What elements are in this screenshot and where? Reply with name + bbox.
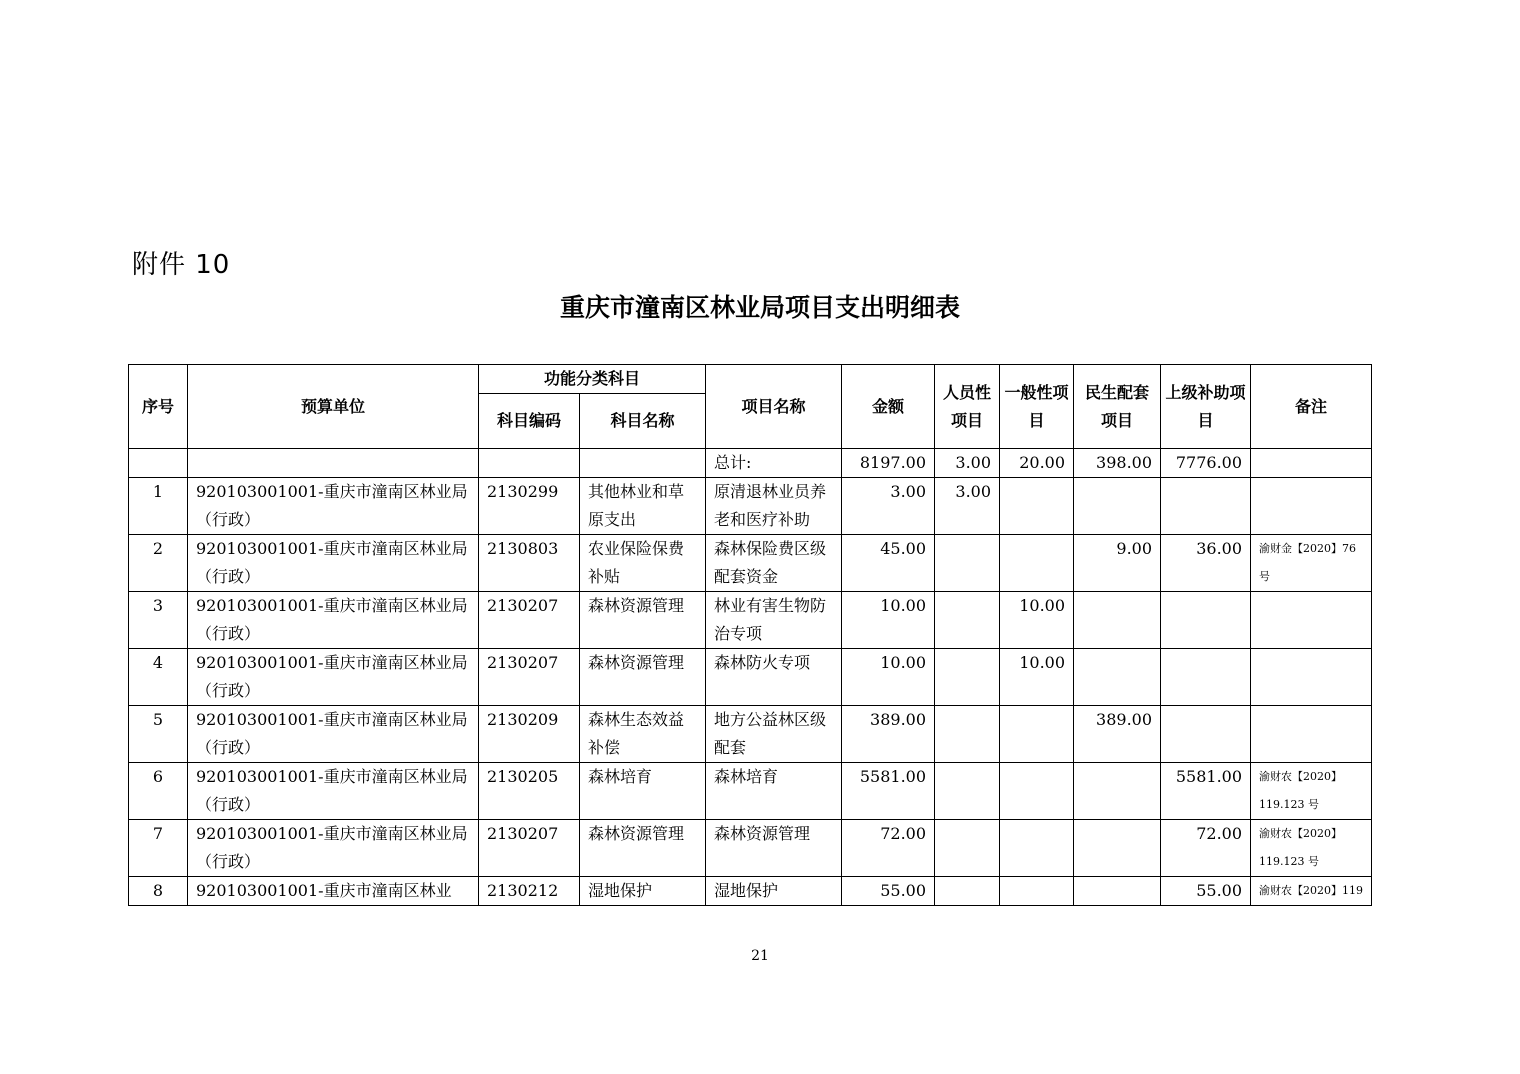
row-seq: 6 xyxy=(129,763,188,820)
row-unit: 920103001001-重庆市潼南区林业局（行政） xyxy=(188,478,479,535)
header-subject: 科目名称 xyxy=(580,394,706,449)
row-code: 2130207 xyxy=(479,649,580,706)
row-personnel: 3.00 xyxy=(935,478,1000,535)
row-unit: 920103001001-重庆市潼南区林业局（行政） xyxy=(188,706,479,763)
row-amount: 5581.00 xyxy=(842,763,935,820)
row-note xyxy=(1251,592,1372,649)
row-superior xyxy=(1161,649,1251,706)
row-general: 10.00 xyxy=(1000,649,1074,706)
row-general xyxy=(1000,478,1074,535)
row-amount: 55.00 xyxy=(842,877,935,906)
row-unit: 920103001001-重庆市潼南区林业局（行政） xyxy=(188,535,479,592)
table-row xyxy=(129,535,1372,592)
annex-label: 附件 10 xyxy=(132,250,231,280)
row-subject: 森林生态效益补偿 xyxy=(580,706,706,763)
row-personnel xyxy=(935,820,1000,877)
row-project: 森林培育 xyxy=(706,763,842,820)
header-project: 项目名称 xyxy=(706,365,842,449)
row-subject: 农业保险保费补贴 xyxy=(580,535,706,592)
table-row xyxy=(129,592,1372,649)
row-amount: 10.00 xyxy=(842,649,935,706)
row-livelihood xyxy=(1074,763,1161,820)
row-project: 湿地保护 xyxy=(706,877,842,906)
row-general xyxy=(1000,877,1074,906)
page-number: 21 xyxy=(751,948,769,964)
header-amount: 金额 xyxy=(842,365,935,449)
row-seq: 4 xyxy=(129,649,188,706)
header-note: 备注 xyxy=(1251,365,1372,449)
header-seq: 序号 xyxy=(129,365,188,449)
row-project: 森林保险费区级配套资金 xyxy=(706,535,842,592)
total-label: 总计: xyxy=(706,449,842,478)
row-code: 2130209 xyxy=(479,706,580,763)
row-general xyxy=(1000,706,1074,763)
header-code: 科目编码 xyxy=(479,394,580,449)
row-livelihood xyxy=(1074,649,1161,706)
row-general xyxy=(1000,535,1074,592)
row-livelihood: 9.00 xyxy=(1074,535,1161,592)
row-seq: 7 xyxy=(129,820,188,877)
row-note: 渝财农【2020】119.123 号 xyxy=(1251,763,1372,820)
row-personnel xyxy=(935,877,1000,906)
total-superior: 7776.00 xyxy=(1161,449,1251,478)
row-personnel xyxy=(935,706,1000,763)
header-personnel: 人员性项目 xyxy=(935,365,1000,449)
table-row xyxy=(129,706,1372,763)
row-subject: 森林资源管理 xyxy=(580,820,706,877)
row-note: 渝财金【2020】76号 xyxy=(1251,535,1372,592)
row-seq: 2 xyxy=(129,535,188,592)
total-amount: 8197.00 xyxy=(842,449,935,478)
row-seq: 5 xyxy=(129,706,188,763)
row-seq: 8 xyxy=(129,877,188,906)
row-note xyxy=(1251,706,1372,763)
row-amount: 3.00 xyxy=(842,478,935,535)
row-unit: 920103001001-重庆市潼南区林业 xyxy=(188,877,479,906)
row-code: 2130205 xyxy=(479,763,580,820)
header-func-group: 功能分类科目 xyxy=(479,365,706,394)
row-subject: 森林资源管理 xyxy=(580,649,706,706)
table-row xyxy=(129,877,1372,906)
row-project: 原清退林业员养老和医疗补助 xyxy=(706,478,842,535)
row-livelihood xyxy=(1074,877,1161,906)
row-subject: 湿地保护 xyxy=(580,877,706,906)
row-note xyxy=(1251,478,1372,535)
row-livelihood xyxy=(1074,478,1161,535)
header-unit: 预算单位 xyxy=(188,365,479,449)
row-unit: 920103001001-重庆市潼南区林业局（行政） xyxy=(188,592,479,649)
table-row xyxy=(129,820,1372,877)
row-code: 2130207 xyxy=(479,592,580,649)
page-title: 重庆市潼南区林业局项目支出明细表 xyxy=(559,293,960,322)
row-project: 林业有害生物防治专项 xyxy=(706,592,842,649)
row-general xyxy=(1000,763,1074,820)
row-livelihood: 389.00 xyxy=(1074,706,1161,763)
row-code: 2130212 xyxy=(479,877,580,906)
row-project: 地方公益林区级配套 xyxy=(706,706,842,763)
row-amount: 10.00 xyxy=(842,592,935,649)
row-superior xyxy=(1161,592,1251,649)
row-note: 渝财农【2020】119.123 号 xyxy=(1251,820,1372,877)
table-row xyxy=(129,763,1372,820)
row-project: 森林防火专项 xyxy=(706,649,842,706)
total-personnel: 3.00 xyxy=(935,449,1000,478)
row-note: 渝财农【2020】119 xyxy=(1251,877,1372,906)
table-row xyxy=(129,478,1372,535)
row-superior: 55.00 xyxy=(1161,877,1251,906)
row-livelihood xyxy=(1074,592,1161,649)
row-superior xyxy=(1161,478,1251,535)
row-amount: 72.00 xyxy=(842,820,935,877)
row-subject: 森林培育 xyxy=(580,763,706,820)
row-code: 2130299 xyxy=(479,478,580,535)
row-code: 2130207 xyxy=(479,820,580,877)
row-subject: 其他林业和草原支出 xyxy=(580,478,706,535)
expenditure-table xyxy=(128,364,1372,906)
row-amount: 389.00 xyxy=(842,706,935,763)
row-superior: 5581.00 xyxy=(1161,763,1251,820)
row-personnel xyxy=(935,649,1000,706)
row-personnel xyxy=(935,592,1000,649)
row-superior: 36.00 xyxy=(1161,535,1251,592)
row-superior xyxy=(1161,706,1251,763)
row-unit: 920103001001-重庆市潼南区林业局（行政） xyxy=(188,763,479,820)
header-superior: 上级补助项目 xyxy=(1161,365,1251,449)
table-row xyxy=(129,649,1372,706)
total-livelihood: 398.00 xyxy=(1074,449,1161,478)
row-livelihood xyxy=(1074,820,1161,877)
row-general xyxy=(1000,820,1074,877)
row-unit: 920103001001-重庆市潼南区林业局（行政） xyxy=(188,820,479,877)
row-seq: 1 xyxy=(129,478,188,535)
row-code: 2130803 xyxy=(479,535,580,592)
row-personnel xyxy=(935,763,1000,820)
header-general: 一般性项目 xyxy=(1000,365,1074,449)
header-livelihood: 民生配套项目 xyxy=(1074,365,1161,449)
total-row xyxy=(129,449,1372,478)
row-seq: 3 xyxy=(129,592,188,649)
row-personnel xyxy=(935,535,1000,592)
row-unit: 920103001001-重庆市潼南区林业局（行政） xyxy=(188,649,479,706)
row-subject: 森林资源管理 xyxy=(580,592,706,649)
row-general: 10.00 xyxy=(1000,592,1074,649)
total-general: 20.00 xyxy=(1000,449,1074,478)
row-note xyxy=(1251,649,1372,706)
row-amount: 45.00 xyxy=(842,535,935,592)
row-project: 森林资源管理 xyxy=(706,820,842,877)
row-superior: 72.00 xyxy=(1161,820,1251,877)
